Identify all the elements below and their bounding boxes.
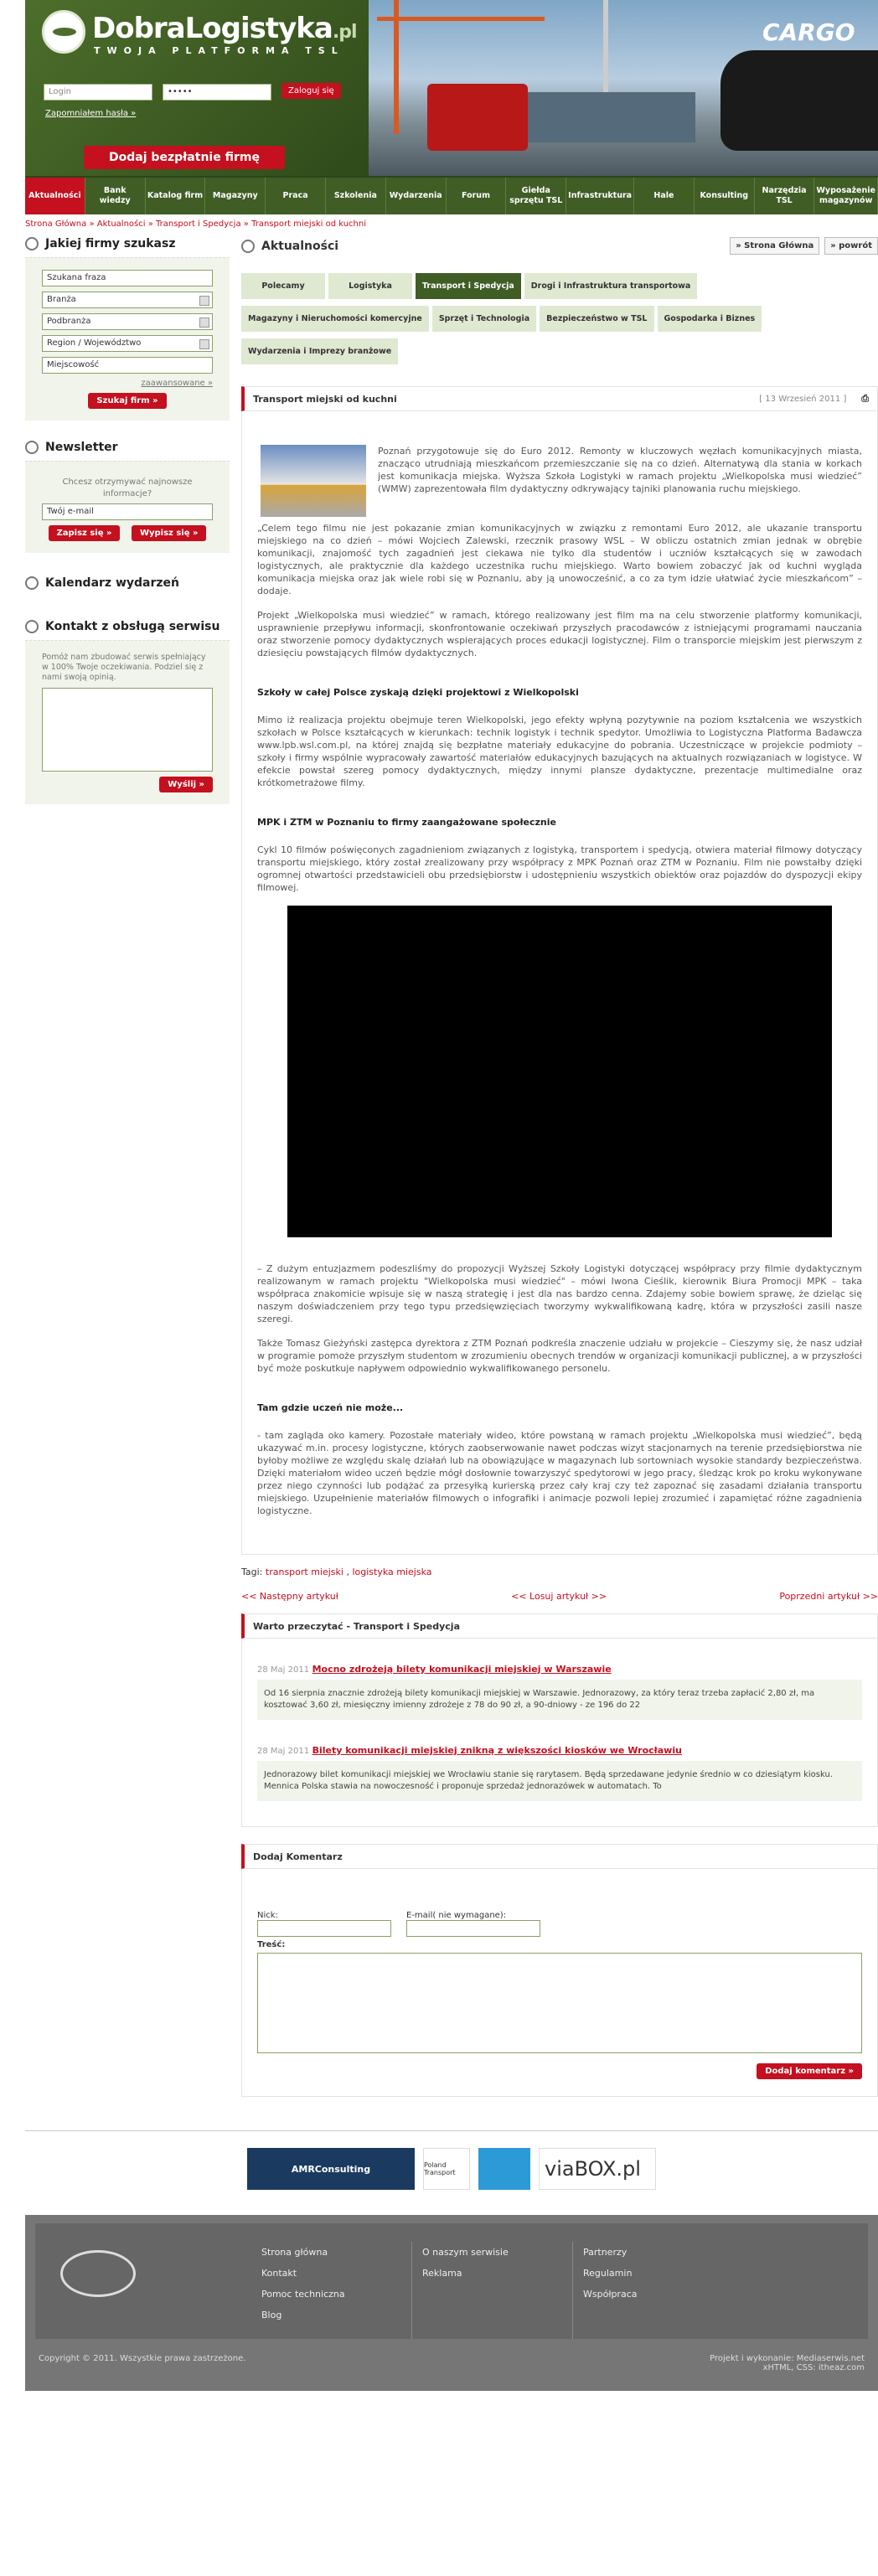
related-description: Jednorazowy bilet komunikacji miejskiej we Wrocławiu stanie się rarytasem. Będą sprzedawane jedynie średnio w co dziesiątym kiosku. Mennica Polska stawia na nowoczesność i proponuje sprzedaż jednorazówek w automatach. To <box>257 1761 862 1801</box>
footer-link[interactable]: Strona główna <box>261 2247 328 2258</box>
crane-arm-shape <box>377 17 545 21</box>
footer-link[interactable]: O naszym serwisie <box>422 2247 509 2258</box>
branch-select[interactable]: Branża <box>42 292 213 308</box>
phrase-input[interactable]: Szukana fraza <box>42 270 213 287</box>
article-paragraph: „Celem tego filmu nie jest pokazanie zmian komunikacyjnych w związku z remontami Euro 2012, ale ukazanie transportu miejskiego na co dzień – mówi Wojciech Zalewski, rzecznik prasowy WSL – W obliczu ostatnich zmian jednak w obrębie komunikacji, znajomość tych zagadnień jest ciekawa nie tylko dla studentów i uczniów kształcących się w zawodach logistycznych, ale praktycznie dla każdego uczestnika ruchu miejskiego. Warto bowiem zobaczyć jak od kuchni wygląda komunikacja miejska oraz jak wiele robi się w Poznaniu, aby ją unowocześnić, a co za tym idzie ułatwiać życie mieszkańcom” – dodaje. <box>257 523 862 596</box>
footer-col-2 <box>422 2242 573 2339</box>
home-button[interactable]: » Strona Główna <box>730 237 819 255</box>
breadcrumb-home[interactable]: Strona Główna <box>25 219 87 229</box>
partner-amr[interactable]: AMRConsulting <box>247 2148 415 2190</box>
newsletter-text: Chcesz otrzymywać najnowsze informacje? <box>62 478 193 498</box>
comment-box <box>241 1869 878 2097</box>
trailer-shape <box>528 92 695 142</box>
tab-sprzet[interactable]: Sprzęt i Technologia <box>432 306 536 332</box>
email-label: E-mail( nie wymagane): <box>406 1911 507 1920</box>
breadcrumb-news[interactable]: Aktualności <box>96 219 146 229</box>
city-input[interactable]: Miejscowość <box>42 357 213 374</box>
advanced-link[interactable]: zaawansowane » <box>141 379 213 388</box>
partner-viabox[interactable]: viaBOX.pl <box>539 2148 656 2190</box>
add-firm-button[interactable]: Dodaj bezpłatnie firmę <box>84 146 285 169</box>
sidebar <box>25 234 241 2097</box>
site-header <box>25 0 878 176</box>
tab-wydarzenia[interactable]: Wydarzenia i Imprezy branżowe <box>241 338 398 364</box>
article-thumbnail <box>261 445 366 517</box>
footer <box>25 2215 878 2391</box>
footer-link[interactable]: Reklama <box>422 2268 462 2279</box>
related-date: 28 Maj 2011 <box>257 1665 310 1675</box>
nav-item-bank-wiedzy[interactable]: Bank wiedzy <box>85 178 146 214</box>
credits[interactable]: xHTML, CSS: itheaz.com <box>762 2363 865 2372</box>
partner-logo[interactable] <box>478 2148 530 2190</box>
nick-input[interactable] <box>257 1920 391 1937</box>
related-box <box>241 1639 878 1827</box>
contact-heading: Kontakt z obsługą serwisu <box>25 617 230 640</box>
comment-textarea[interactable] <box>257 1953 862 2053</box>
search-box <box>25 257 230 421</box>
nav-item-konsulting[interactable]: Konsulting <box>695 178 755 214</box>
partner-poland-transport[interactable]: Poland Transport <box>423 2148 470 2190</box>
password-input[interactable]: ••••• <box>163 84 271 101</box>
cargo-text: CARGO <box>762 18 855 46</box>
article-subheading: Szkoły w całej Polsce zyskają dzięki projektowi z Wielkopolski <box>257 687 579 698</box>
nav-item-szkolenia[interactable]: Szkolenia <box>326 178 386 214</box>
news-icon <box>241 240 255 253</box>
copyright: Copyright © 2011. Wszystkie prawa zastrzeżone. <box>39 2354 246 2363</box>
comment-heading: Dodaj Komentarz <box>241 1844 878 1869</box>
article-body <box>241 411 878 1555</box>
article-paragraph: Mimo iż realizacja projektu obejmuje teren Wielkopolski, jego efekty wpłyną pozytywnie na poziom kształcenia we wszystkich szkołach w Polsce kształcących w kierunkach: technik logistyk i technik spedytor. Umożliwia to Logistyczna Platforma Badawcza www.lpb.wsl.com.pl, na której znajdą się bezpłatne materiały edukacyjne do pobrania. Uczestniczące w projekcie podmioty – szkoły i firmy wspólnie wypracowały zawartość materiałów edukacyjnych bazujących na aktualnych rozwiązaniach w logistyce. W efekcie powstał szereg pomocy dydaktycznych, między innymi plansze dydaktyczne, prezentacje multimedialne oraz krótkometrażowe filmy. <box>257 715 862 788</box>
nav-item-wydarzenia[interactable]: Wydarzenia <box>386 178 447 214</box>
subscribe-button[interactable]: Zapisz się » <box>49 525 121 541</box>
tab-drogi[interactable]: Drogi i Infrastruktura transportowa <box>524 273 698 299</box>
region-select[interactable]: Region / Województwo <box>42 335 213 352</box>
footer-link[interactable]: Pomoc techniczna <box>261 2289 345 2300</box>
tab-logistyka[interactable]: Logistyka <box>328 273 412 299</box>
article-paragraph: Także Tomasz Gieżyński zastępca dyrektora z ZTM Poznań podkreśla znaczenie udziału w projekcie – Cieszymy się, że nasz udział w programie pomoże przyszłym studentom w zrozumieniu obecnych trendów w organizacji komunikacji publicznej, a w przyszłości być może poskutkuje napływem odpowiednio wykwalifikowanego personelu. <box>257 1338 862 1374</box>
truck-shape <box>427 84 528 151</box>
tags-separator: , <box>346 1567 349 1577</box>
nav-item-wyposazenie[interactable]: Wyposażenie magazynów <box>814 178 878 214</box>
nav-item-narzedzia[interactable]: Narzędzia TSL <box>755 178 815 214</box>
article-paragraph: Cykl 10 filmów poświęconych zagadnieniom związanych z logistyką, transportem i spedycją, otwiera materiał filmowy dotyczący transportu miejskiego, który został zrealizowany przy współpracy z MPK Poznań oraz ZTM w Poznaniu. Film nie powstałby dzięki ogromnej otwartości przedstawicieli obu przedsiębiorstw i udostępnieniu wszystkich obiektów oraz pojazdów do dyspozycji ekipy filmowej. <box>257 844 862 893</box>
globe-logo-icon[interactable] <box>42 10 85 54</box>
article-subheading: Tam gdzie uczeń nie może... <box>257 1402 404 1413</box>
unsubscribe-button[interactable]: Wypisz się » <box>132 525 207 541</box>
email-input[interactable]: Twój e-mail <box>42 503 213 520</box>
tagline: TWOJA PLATFORMA TSL <box>94 45 344 56</box>
tab-gospodarka[interactable]: Gospodarka i Biznes <box>658 306 762 332</box>
add-comment-button[interactable]: Dodaj komentarz » <box>757 2063 862 2079</box>
article-header <box>241 386 878 411</box>
nav-item-praca[interactable]: Praca <box>266 178 326 214</box>
tab-magazyny[interactable]: Magazyny i Nieruchomości komercyjne <box>241 306 429 332</box>
nav-item-aktualnosci[interactable]: Aktualności <box>25 178 85 214</box>
body-label: Treść: <box>257 1940 286 1949</box>
send-button[interactable]: Wyślij » <box>159 777 213 792</box>
article-pager <box>241 1582 878 1613</box>
login-button[interactable]: Zaloguj się <box>281 83 341 99</box>
tab-transport[interactable]: Transport i Spedycja <box>416 273 521 299</box>
main-content <box>241 234 878 2097</box>
contact-textarea[interactable] <box>42 688 213 772</box>
related-description: Od 16 sierpnia znacznie zdrożeją bilety komunikacji miejskiej w Warszawie. Jednorazowy, za który teraz trzeba zapłacić 2,80 zł, ma kosztować 3,60 zł, miesięczny imienny zdrożeje z 78 do 90 zł, a 90-dniowy - ze 196 do 22 <box>257 1680 862 1720</box>
newsletter-box <box>25 461 230 553</box>
nav-item-forum[interactable]: Forum <box>447 178 507 214</box>
nav-item-gielda[interactable]: Giełda sprzętu TSL <box>506 178 566 214</box>
next-article-link[interactable]: << Następny artykuł <box>241 1591 338 1602</box>
tab-bezpieczenstwo[interactable]: Bezpieczeństwo w TSL <box>540 306 653 332</box>
login-input[interactable]: Login <box>44 84 152 101</box>
nav-item-infrastruktura[interactable]: Infrastruktura <box>566 178 634 214</box>
people-icon-2 <box>25 620 39 633</box>
contact-text: Pomóż nam zbudować serwis spełniający w 100% Twoje oczekiwania. Podziel się z nami swoją opinią. <box>42 653 206 682</box>
article-title: Transport miejski od kuchni <box>253 393 397 405</box>
tag-link[interactable]: transport miejski <box>265 1567 343 1577</box>
article-date: [ 13 Wrzesień 2011 ] <box>759 395 847 404</box>
video-player[interactable] <box>287 906 832 1237</box>
header-photo <box>369 0 878 176</box>
footer-link[interactable]: Blog <box>261 2310 282 2320</box>
comment-email-input[interactable] <box>406 1920 540 1937</box>
credits[interactable]: Projekt i wykonanie: Mediaserwis.net <box>710 2354 865 2363</box>
main-nav <box>25 176 878 214</box>
phone-icon <box>25 237 39 250</box>
nav-item-hale[interactable]: Hale <box>634 178 695 214</box>
print-icon[interactable]: ⎙ <box>861 393 869 404</box>
contact-box <box>25 640 230 804</box>
search-firms-button[interactable]: Szukaj firm » <box>88 393 166 409</box>
related-heading: Warto przeczytać - Transport i Spedycja <box>241 1613 878 1639</box>
tags-label: Tagi: <box>241 1567 263 1577</box>
related-date: 28 Maj 2011 <box>257 1747 310 1756</box>
tag-link[interactable]: logistyka miejska <box>352 1567 432 1577</box>
article-paragraph: – Z dużym entuzjazmem podeszliśmy do propozycji Wyższej Szkoły Logistyki dotyczącej współpracy przy filmie dydaktycznym realizowanym w ramach projektu "Wielkopolska musi wiedzieć" – mówi Iwona Cieślik, kierownik Biura Promocji MPK – taka współpraca znakomicie wpisuje się w naszą strategię i jest dla nas bardzo cenna. Zdajemy sobie bowiem sprawę, że dzieląc się naszym doświadczeniem przy tego typu przedsięwzięciach tworzymy wykwalifikowaną kadrę, która w przyszłości zasili nasze szeregi. <box>257 1263 862 1324</box>
footer-link[interactable]: Współpraca <box>583 2289 638 2300</box>
random-article-link[interactable]: << Losuj artykuł >> <box>511 1591 607 1602</box>
nick-label: Nick: <box>257 1911 278 1920</box>
footer-col-3 <box>583 2242 734 2339</box>
footer-col-1 <box>261 2242 412 2339</box>
related-title-link[interactable]: Mocno zdrożeją bilety komunikacji miejskiej w Warszawie <box>312 1664 612 1675</box>
breadcrumb-current: Transport miejski od kuchni <box>251 219 366 229</box>
ship-shape <box>720 50 878 151</box>
prev-article-link[interactable]: Poprzedni artykuł >> <box>779 1591 878 1602</box>
forgot-password-link[interactable]: Zapomniałem hasła » <box>45 109 137 118</box>
nav-item-katalog-firm[interactable]: Katalog firm <box>146 178 206 214</box>
footer-link[interactable]: Partnerzy <box>583 2247 628 2258</box>
page-title: Aktualności <box>241 240 338 253</box>
article-paragraph: - tam zagląda oko kamery. Pozostałe materiały wideo, które powstaną w ramach projektu „Wielkopolska musi wiedzieć”, będą ukazywać m.in. procesy logistyczne, których zaobserwowanie nawet podczas wizyt stacjonarnych na terenie przedsiębiorstwa nie byłoby możliwe ze względu skalę działań lub na obowiązujące w magazynach lub sortowniach wysokie standardy bezpieczeństwa. Dzięki materiałom wideo uczeń będzie mógł dosłownie towarzyszyć spedytorowi w jego pracy, śledząc krok po kroku wykonywane przez niego czynności lub podążać za przesyłką kurierską przez cały kraj czy też zapoznać się zasadami działania transportu miejskiego. Uzupełnienie materiałów filmowych o infografiki i animacje pozwoli lepiej zrozumieć i zapamiętać różne zagadnienia logistyczne. <box>257 1430 862 1516</box>
article-paragraph: Poznań przygotowuje się do Euro 2012. Remonty w kluczowych węzłach komunikacyjnych miasta, znacząco utrudniają mieszkańcom przemieszczanie się na co dzień. Alternatywą dla stania w korkach jest komunikacja miejska. Wyższa Szkoła Logistyki w ramach projektu „Wielkopolska musi wiedzieć” (WMW) zaprezentowała film dydaktyczny odkrywający tajniki planowania ruchu miejskiego. <box>378 446 862 494</box>
tab-polecamy[interactable]: Polecamy <box>241 273 325 299</box>
calendar-icon <box>25 576 39 590</box>
partners <box>25 2130 878 2207</box>
breadcrumb-category[interactable]: Transport i Spedycja <box>156 219 241 229</box>
header-left <box>25 0 369 176</box>
footer-globe-logo-icon[interactable] <box>60 2250 136 2297</box>
article-paragraph: Projekt „Wielkopolska musi wiedzieć” w ramach, którego realizowany jest film ma na celu stworzenie platformy komunikacji, usprawnienie przepływu informacji, skonfrontowanie oczekiwań przyszłych pracodawców z istniejącymi programami nauczania oraz stworzenie pomocy dydaktycznych wspierających proces edukacji logistycznej. Film o transporcie miejskim jest pierwszym z dziesięciu powstających filmów dydaktycznych. <box>257 610 862 658</box>
subbranch-select[interactable]: Podbranża <box>42 313 213 330</box>
category-tabs <box>241 261 878 378</box>
tags <box>241 1555 878 1582</box>
footer-link[interactable]: Regulamin <box>583 2268 633 2279</box>
nav-item-magazyny[interactable]: Magazyny <box>205 178 266 214</box>
footer-link[interactable]: Kontakt <box>261 2268 297 2279</box>
search-heading: Jakiej firmy szukasz <box>25 234 230 257</box>
article-subheading: MPK i ZTM w Poznaniu to firmy zaangażowane społecznie <box>257 817 556 828</box>
breadcrumb: Strona Główna » Aktualności » Transport i Spedycja » Transport miejski od kuchni <box>25 219 366 229</box>
related-title-link[interactable]: Bilety komunikacji miejskiej znikną z większości kiosków we Wrocławiu <box>312 1745 682 1756</box>
site-logo[interactable]: DobraLogistyka.pl <box>92 12 357 45</box>
newsletter-heading: Newsletter <box>25 437 230 461</box>
back-button[interactable]: » powrót <box>824 237 878 255</box>
people-icon <box>25 441 39 454</box>
calendar-heading[interactable]: Kalendarz wydarzeń <box>25 573 230 596</box>
